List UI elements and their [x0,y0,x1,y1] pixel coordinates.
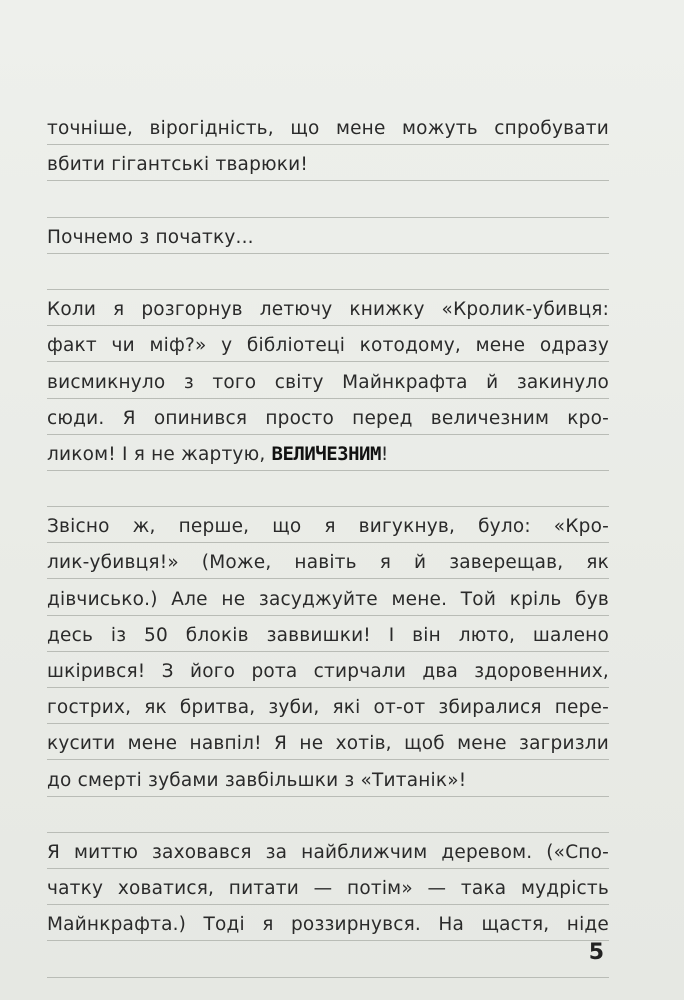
text-line [47,326,609,362]
line-text: дівчисько.) Але не засуджуйте мене. Той кріль був [47,588,609,610]
text-line [47,399,609,435]
line-text: шкірився! З його рота стирчали два здоровенних, [47,661,609,682]
line-text: Я миттю заховався за найближчим деревом. («Спо- [47,841,609,863]
text-line [47,290,609,326]
page-number: 5 [588,940,604,965]
text-line [47,688,609,724]
text-line [47,760,609,796]
text-line [47,543,609,579]
line-text [47,443,609,466]
text-line [47,579,609,615]
text-line [47,652,609,688]
text-line [47,109,609,145]
text-line [47,218,609,254]
line-text-start: ликом! І я не жартую, [47,443,272,465]
line-text: факт чи міф?» у бібліотеці котодому, мене одразу [47,335,609,357]
line-text-end: ! [380,443,389,465]
blank-line [47,797,609,833]
line-text: кусити мене навпіл! Я не хотів, щоб мене загризли [47,733,609,755]
line-text: гострих, як бритва, зуби, які от-от збиралися пере- [47,697,609,719]
text-line [47,145,609,181]
text-line [47,869,609,905]
ruled-text-block [47,109,609,978]
line-text: Почнемо з початку... [47,226,254,248]
blank-line [47,941,609,977]
text-line [47,616,609,652]
line-text: до смерті зубами завбільшки з «Титанік»! [47,769,467,791]
blank-line [47,254,609,290]
text-line [47,435,609,471]
text-line [47,833,609,869]
text-line [47,362,609,398]
line-text: Коли я розгорнув летючу книжку «Кролик-убивця: [47,299,609,321]
line-text: сюди. Я опинився просто перед величезним кро- [47,407,609,429]
line-text: вбити гігантські тварюки! [47,154,309,176]
line-text: точніше, вірогідність, що мене можуть спробувати [47,118,609,140]
blank-line [47,471,609,507]
line-text: лик-убивця!» (Може, навіть я й заверещав, як [47,552,609,574]
text-line [47,507,609,543]
line-text: чатку ховатися, питати — потім» — така мудрість [47,878,609,900]
line-text: висмикнуло з того світу Майнкрафта й закинуло [47,371,609,393]
emphasized-word: ВЕЛИЧЕЗНИМ [271,442,381,465]
text-line [47,724,609,760]
text-line [47,905,609,941]
blank-line [47,181,609,217]
line-text: Майнкрафта.) Тоді я роззирнувся. На щастя, ніде [47,914,609,936]
line-text: Звісно ж, перше, що я вигукнув, було: «Кро- [47,516,609,538]
line-text: десь із 50 блоків заввишки! І він люто, шалено [47,624,609,646]
